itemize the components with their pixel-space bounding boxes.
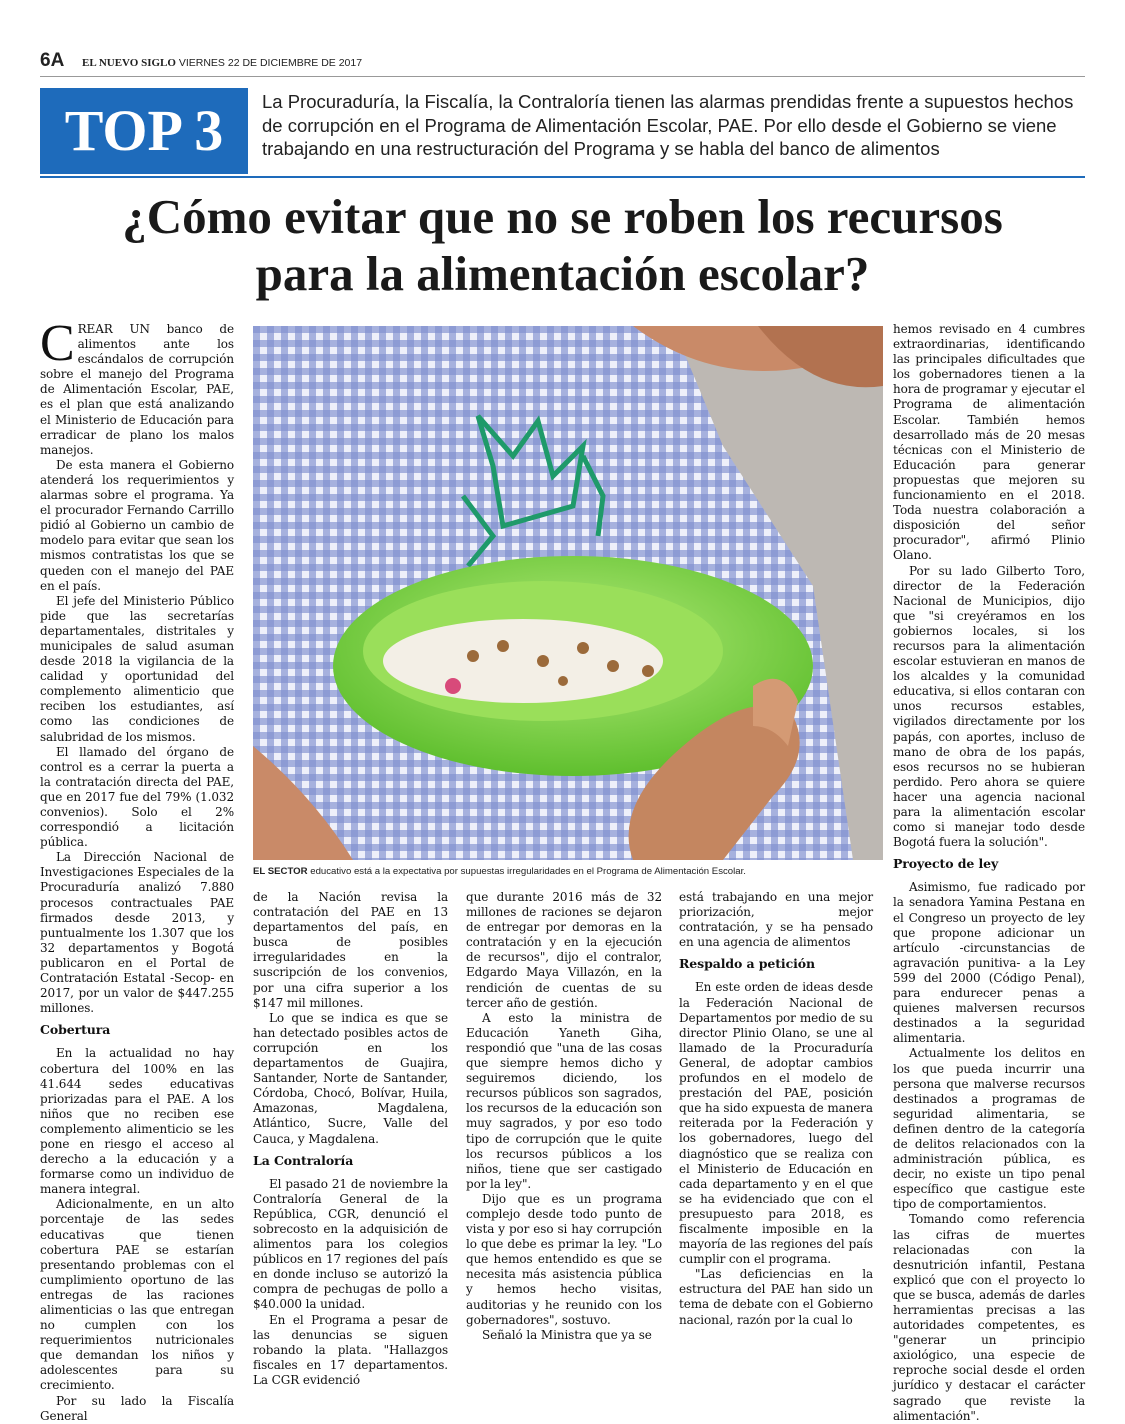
subheading-respaldo: Respaldo a petición [679,956,815,972]
paragraph: En este orden de ideas desde la Federación Nacional de Departamentos por medio de su director Plinio Olano, se une al llamado de la Procuraduría General, de adoptar cambios profundos en el modelo de prestación del PAE, posición que ha sido expuesta de manera reiterada por la Federación y los gobernadores, luego del diagnóstico que se realiza con el Ministerio de Educación en cada departamento y en el que se ha evidenciado que con el presupuesto para 2018, es fiscalmente imposible en la mayoría de las regiones del país cumplir con el programa. [679,980,873,1267]
paragraph: El llamado del órgano de control es a cerrar la puerta a la contratación directa del PAE, que en 2017 fue del 79% (1.032 convenios). Solo el 2% correspondió a licitación pública. [40,744,234,850]
paragraph: Lo que se indica es que se han detectado posibles actos de corrupción en los departamentos de Guajira, Santander, Norte de Santander, Córdoba, Chocó, Bolívar, Huila, Amazonas, Magdalena, Atlántico, Sucre, Valle del Cauca, y Magdalena. [253,1010,448,1146]
article-column-2 [253,890,448,1388]
paragraph: La Dirección Nacional de Investigaciones Especiales de la Procuraduría analizó 7.880 procesos contractuales PAE firmados desde 2013, y puntualmente los 1.307 que los 32 departamentos y Bogotá publicaron en el Portal de Contratación Estatal -Secop- en 2017, por un valor de $447.255 millones. [40,850,234,1016]
section-tag: TOP 3 [40,88,248,174]
paragraph: de la Nación revisa la contratación del PAE en 13 departamentos del país, en busca de posibles irregularidades en la suscripción de los convenios, por una cifra superior a los $147 mil millones. [253,890,448,1010]
paragraph: "Las deficiencias en la estructura del PAE han sido un tema de debate con el Gobierno nacional, razón por la cual lo [679,1267,873,1327]
headline-line-1: ¿Cómo evitar que no se roben los recursos [122,189,1003,244]
subheading-proyecto: Proyecto de ley [893,856,999,872]
publication-name: EL NUEVO SIGLO [82,57,176,69]
subheading-cobertura: Cobertura [40,1022,111,1038]
headline-line-2: para la alimentación escolar? [255,246,870,301]
paragraph: Por su lado la Fiscalía General [40,1393,234,1423]
caption-lead: EL SECTOR [253,866,308,877]
article-column-4 [679,890,873,1328]
paragraph: El pasado 21 de noviembre la Contraloría General de la República, CGR, denunció el sobrecosto en la adquisición de alimentos para los colegios públicos en 17 regiones del país en donde incluso se autorizó la compra de pechugas de pollo a $40.000 la unidad. [253,1176,448,1312]
paragraph: CREAR UN banco de alimentos ante los escándalos de corrupción sobre el manejo del Programa de Alimentación Escolar, PAE, es el plan que está analizando el Ministerio de Educación para erradicar de plano los malos manejos. [40,315,234,457]
drop-cap: C [40,315,75,372]
paragraph: Por su lado Gilberto Toro, director de la Federación Nacional de Municipios, dijo que "si creyéramos en los gobiernos locales, si los recursos para la alimentación escolar estuvieran en manos de los alcaldes y la comunidad educativa, si ellos contaran con unos recursos estables, vigilados directamente por los papás, con aportes, incluso de mano de obra de los papás, esos recursos no se hubieran perdido. Pero ahora se quiere hacer una agencia nacional para la alimentación escolar como si manejar todo desde Bogotá fuera la solución". [893,563,1085,850]
subheading-contraloria: La Contraloría [253,1152,354,1168]
intro-summary: La Procuraduría, la Fiscalía, la Contraloría tienen las alarmas prendidas frente a supuestos hechos de corrupción en el Programa de Alimentación Escolar, PAE. Por ello desde el Gobierno se viene trabajando en una restructuración del Programa y se habla del banco de alimentos [262,91,1074,159]
paragraph: Señaló la Ministra que ya se [482,1327,652,1342]
paragraph: En el Programa a pesar de las denuncias se siguen robando la plata. "Hallazgos fiscales en 17 departamentos. La CGR evidenció [253,1312,448,1387]
article-column-1 [40,315,234,1424]
caption-text: educativo está a la expectativa por supuestas irregularidades en el Programa de Alimentación Escolar. [307,866,746,877]
paragraph: está trabajando en una mejor priorización, mejor contratación, y se ha pensado en una agencia de alimentos [679,890,873,950]
child-holding-bowl-photo [253,326,883,860]
paragraph: Actualmente los delitos en los que pueda incurrir una persona que malverse recursos destinados a programas de seguridad alimentaria, se definen dentro de la categoría de delitos relacionados con la administración pública, es decir, no existe un tipo penal específico que castigue este tipo de comportamientos. [893,1046,1085,1212]
lead-in: REAR UN [77,322,150,336]
paragraph: Asimismo, fue radicado por la senadora Yamina Pestana en el Congreso un proyecto de ley que propone adicionar un artículo -circunstancias de agravación punitiva- a la Ley 599 del 2000 (Código Penal), para endurecer penas a quienes malversen recursos destinados a la seguridad alimentaria. [893,880,1085,1046]
paragraph: Dijo que es un programa complejo desde todo punto de vista y por eso si hay corrupción lo que debe es primar la ley. "Lo que hemos entendido es que se necesita más asistencia pública y hemos hecho visitas, auditorias y he reunido con los gobernadores", sostuvo. [466,1191,662,1327]
headline [40,188,1085,302]
publication-date: VIERNES 22 DE DICIEMBRE DE 2017 [178,57,363,69]
paragraph: En la actualidad no hay cobertura del 100% en las 41.644 sedes educativas priorizadas para el PAE. A los niños que no reciben ese complemento alimenticio se les pone en riesgo el acceso al derecho a la educación y a formarse como un individuo de manera integral. [40,1046,234,1197]
header-rule [40,76,1085,77]
paragraph: hemos revisado en 4 cumbres extraordinarias, identificando las principales dificultades que los gobernadores tienen a la hora de programar y ejecutar el Programa de alimentación Escolar. También hemos desarrollado más de 20 mesas técnicas con el Ministerio de Educación para generar propuestas que mejoren su funcionamiento en el 2018. Toda nuestra colaboración a disposición del señor procurador", afirmó Plinio Olano. [893,322,1085,563]
paragraph: A esto la ministra de Educación Yaneth Giha, respondió que "una de las cosas que siempre hemos dicho y seguiremos diciendo, los recursos públicos son sagrados, los recursos de la educación son muy sagrados, y por eso todo tipo de corrupción que le quite los recursos públicos a los niños, tiene que ser castigado por la ley". [466,1010,662,1191]
paragraph: que durante 2016 más de 32 millones de raciones se dejaron de entregar por demoras en la contratación y en la ejecución de recursos", dijo el contralor, Edgardo Maya Villazón, en la rendición de cuentas de su tercer año de gestión. [466,890,662,1010]
paragraph: De esta manera el Gobierno atenderá los requerimientos y alarmas sobre el programa. Ya el procurador Fernando Carrillo pidió al Gobierno un cambio de modelo para evitar que sean los mismos contratistas los que se queden con el manejo del PAE en el país. [40,457,234,593]
section-rule [40,176,1085,178]
article-column-3 [466,890,662,1343]
page-number: 6A [40,50,65,71]
photo-caption [253,866,883,878]
masthead [82,57,362,69]
article-photo [253,326,883,860]
paragraph: El jefe del Ministerio Público pide que las secretarías departamentales, distritales y municipales de salud asuman desde 2018 la vigilancia de la calidad y oportunidad del complemento alimenticio que reciben los estudiantes, así como las condiciones de salubridad de los mismos. [40,593,234,744]
paragraph: Adicionalmente, en un alto porcentaje de las sedes educativas que tienen cobertura PAE se estarían presentando problemas con el cumplimiento oportuno de las entregas de las raciones alimenticias o las que entregan no cumplen con los requerimientos nutricionales que demandan los niños y adolescentes para su crecimiento. [40,1197,234,1393]
article-column-5 [893,322,1085,1424]
paragraph: Tomando como referencia las cifras de muertes relacionadas con la desnutrición infantil, Pestana explicó que con el proyecto lo que se busca, además de darles herramientas precisas a las autoridades competentes, es "generar un principio axiológico, una especie de reproche social desde el orden jurídico y destacar el carácter sagrado que reviste la alimentación". [893,1212,1085,1423]
